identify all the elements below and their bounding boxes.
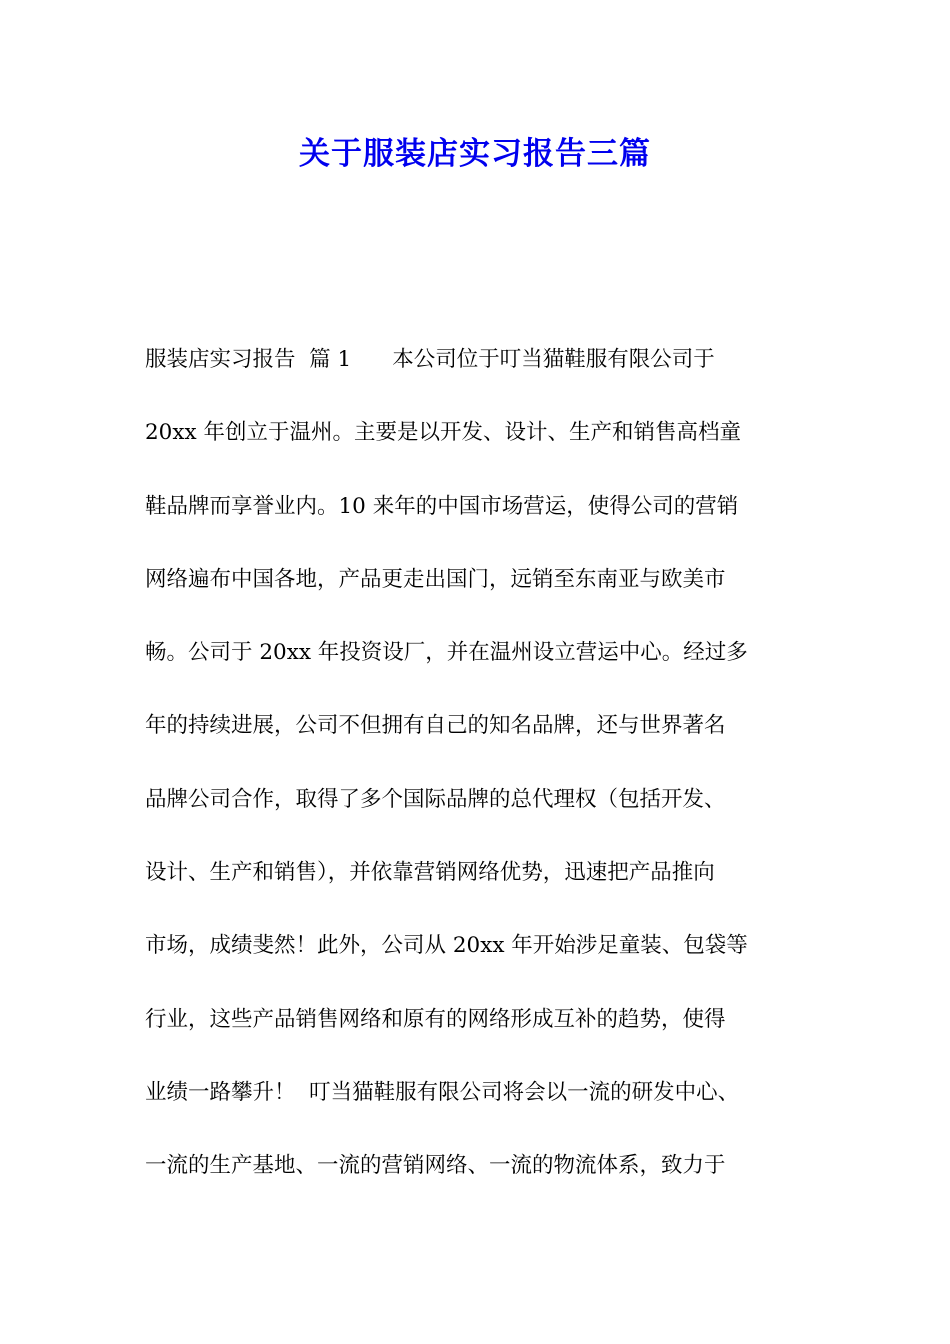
body-line: 服装店实习报告 篇 1 本公司位于叮当猫鞋服有限公司于 — [145, 347, 715, 372]
body-line: 设计、生产和销售），并依靠营销网络优势，迅速把产品推向 — [145, 860, 715, 886]
body-line: 年的持续进展，公司不但拥有自己的知名品牌，还与世界著名 — [145, 713, 726, 739]
body-line: 畅。公司于 20xx 年投资设厂，并在温州设立营运中心。经过多 — [145, 640, 748, 666]
body-line: 鞋品牌而享誉业内。10 来年的中国市场营运，使得公司的营销 — [145, 493, 739, 519]
body-line: 业绩一路攀升！ 叮当猫鞋服有限公司将会以一流的研发中心、 — [145, 1079, 740, 1105]
body-line: 品牌公司合作，取得了多个国际品牌的总代理权（包括开发、 — [145, 786, 726, 812]
body-line: 一流的生产基地、一流的营销网络、一流的物流体系，致力于 — [145, 1153, 726, 1179]
document-body — [145, 340, 805, 1220]
document-title: 关于服装店实习报告三篇 — [299, 136, 651, 172]
body-line: 市场，成绩斐然！此外，公司从 20xx 年开始涉足童装、包袋等 — [145, 933, 748, 959]
body-line: 20xx 年创立于温州。主要是以开发、设计、生产和销售高档童 — [145, 420, 741, 446]
body-line: 网络遍布中国各地，产品更走出国门，远销至东南亚与欧美市 — [145, 566, 726, 592]
body-line: 行业，这些产品销售网络和原有的网络形成互补的趋势，使得 — [145, 1006, 726, 1032]
